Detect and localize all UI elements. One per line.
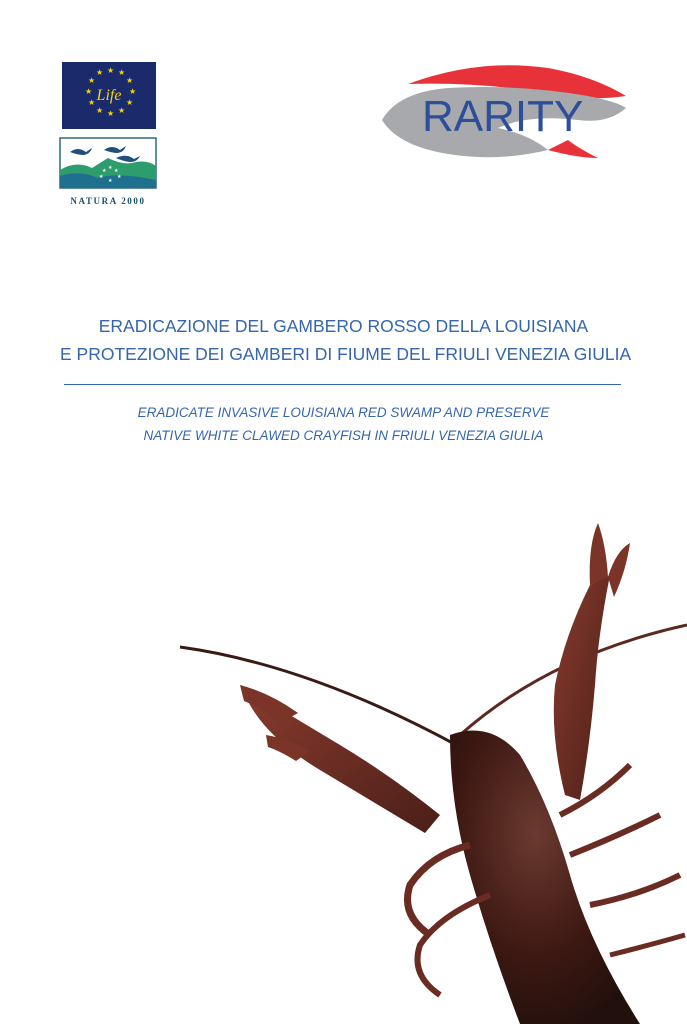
title-divider: [64, 384, 621, 385]
svg-text:★: ★: [118, 68, 126, 77]
subtitle-block: [60, 401, 627, 447]
rarity-logo-text: RARITY: [422, 92, 584, 141]
rarity-logo: [378, 62, 628, 162]
svg-text:★: ★: [85, 87, 93, 96]
life-logo: [62, 62, 156, 129]
svg-text:★: ★: [96, 68, 104, 77]
subtitle-line-2: NATIVE WHITE CLAWED CRAYFISH IN FRIULI VENEZIA GIULIA: [143, 428, 544, 443]
svg-text:★: ★: [99, 174, 104, 180]
svg-text:★: ★: [117, 174, 122, 180]
natura-2000-label: NATURA 2000: [70, 196, 146, 206]
svg-text:★: ★: [129, 87, 137, 96]
svg-text:★: ★: [114, 168, 119, 174]
svg-text:★: ★: [96, 106, 104, 115]
svg-text:★: ★: [108, 165, 113, 171]
life-logo-text: Life: [96, 87, 122, 104]
svg-text:★: ★: [118, 106, 126, 115]
svg-text:★: ★: [88, 98, 96, 107]
svg-text:★: ★: [126, 76, 134, 85]
crayfish-photo: [170, 515, 687, 1024]
natura-2000-logo-icon: [58, 136, 158, 192]
title-line-1: ERADICAZIONE DEL GAMBERO ROSSO DELLA LOUISIANA: [98, 316, 589, 336]
crayfish-icon: [170, 515, 687, 1024]
svg-text:★: ★: [126, 98, 134, 107]
title-line-2: E PROTEZIONE DEI GAMBERI DI FIUME DEL FRIULI VENEZIA GIULIA: [60, 344, 632, 364]
svg-text:★: ★: [107, 109, 115, 118]
title-block: [60, 312, 632, 368]
svg-text:★: ★: [88, 76, 96, 85]
eu-life-logo-icon: [62, 62, 156, 129]
natura-2000-logo: [58, 136, 158, 206]
subtitle-line-1: ERADICATE INVASIVE LOUISIANA RED SWAMP AND PRESERVE: [137, 405, 550, 420]
svg-text:★: ★: [107, 66, 115, 75]
svg-text:★: ★: [108, 178, 113, 184]
svg-text:★: ★: [102, 168, 107, 174]
